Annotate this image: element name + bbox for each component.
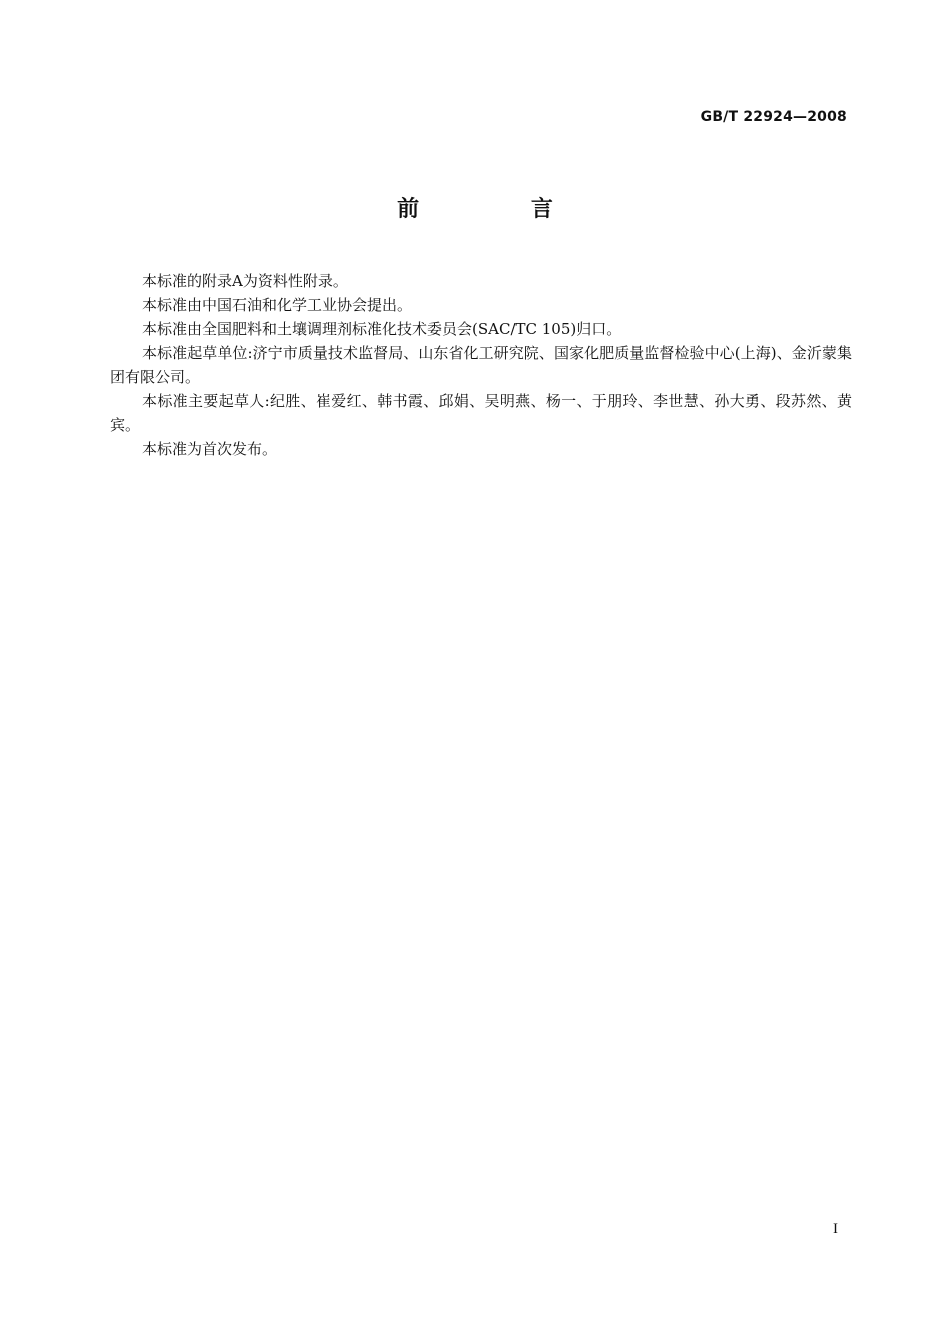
paragraph-proposer: 本标准由中国石油和化学工业协会提出。	[142, 296, 413, 314]
page-number: I	[833, 1221, 838, 1237]
standard-code: GB/T 22924—2008	[700, 109, 847, 125]
paragraph-drafters: 本标准主要起草人:纪胜、崔爱红、韩书霞、邱娟、吴明燕、杨一、于朋玲、李世慧、孙大勇、段苏然、黄宾。	[110, 392, 852, 434]
paragraph-drafting-units: 本标准起草单位:济宁市质量技术监督局、山东省化工研究院、国家化肥质量监督检验中心(上海)、金沂蒙集团有限公司。	[110, 344, 852, 386]
paragraph-committee: 本标准由全国肥料和土壤调理剂标准化技术委员会(SAC/TC 105)归口。	[142, 320, 622, 338]
paragraph-first-release: 本标准为首次发布。	[142, 440, 278, 458]
page-title: 前 言	[397, 197, 605, 222]
paragraph-appendix: 本标准的附录A为资料性附录。	[142, 272, 348, 290]
foreword-body	[110, 269, 852, 461]
